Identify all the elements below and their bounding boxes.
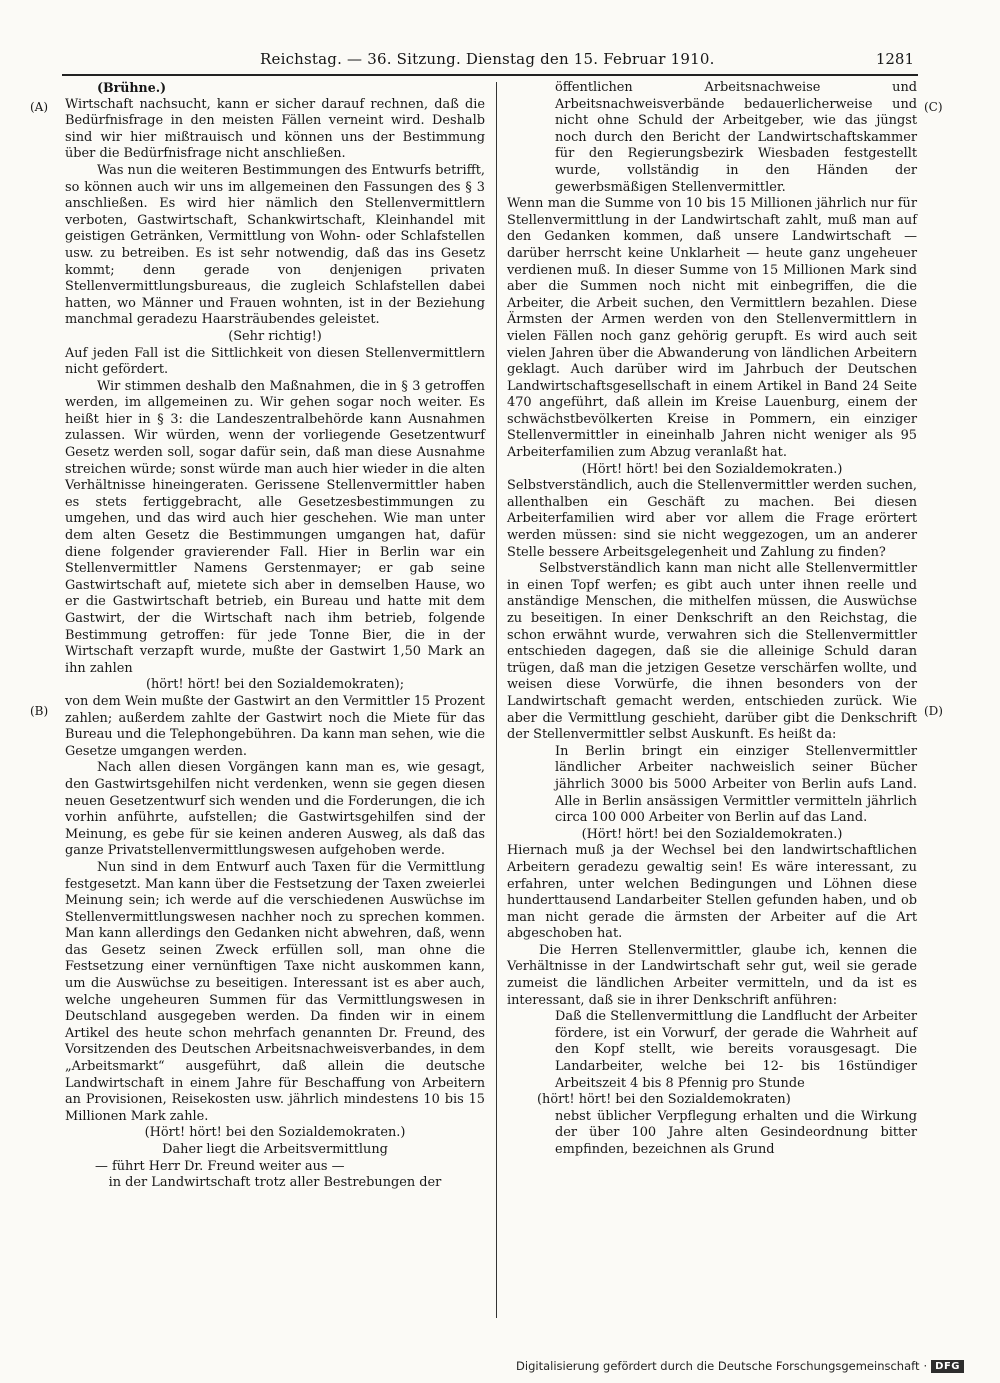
interjection: (Hört! hört! bei den Sozialdemokraten.)	[581, 461, 843, 477]
column-divider	[496, 82, 497, 1318]
footer: Digitalisierung gefördert durch die Deutsche Forschungsgemeinschaft · DFG	[516, 1357, 964, 1375]
left-column	[65, 80, 485, 1192]
interjection: (Hört! hört! bei den Sozialdemokraten.)	[144, 1125, 406, 1141]
quotation: öffentlichen Arbeitsnachweise und Arbeitsnachweisverbände bedauerlicherweise und nicht ohne Schuld der Arbeitgeber, wie das jüngst noch durch den Bericht der Landwirtschaftskammer für den Regierungsbezirk Wiesbaden festgestellt wurde, vollständig in den Händen der gewerbsmäßigen Stellenvermittler.	[555, 80, 917, 195]
page-number: 1281	[875, 50, 914, 68]
paragraph: Nun sind in dem Entwurf auch Taxen für die Vermittlung festgesetzt. Man kann über die Festsetzung der Taxen zweierlei Meinung sein; ich werde auf die verschiedenen Auswüchse im Stellenvermittlungswesen nachher noch zu sprechen kommen. Man kann allerdings den Gedanken nicht abwehren, daß, wenn das Gesetz seinen Zweck erfüllen soll, man ohne die Festsetzung einer vernünftigen Taxe nicht auskommen kann, um die Auswüchse zu beseitigen. Interessant ist es aber auch, welche ungeheuren Summen für das Vermittlungswesen in Deutschland ausgegeben werden. Da finden wir in einem Artikel des heute schon mehrfach genannten Dr. Freund, des Vorsitzenden des Deutschen Arbeitsnachweisverbandes, in dem „Arbeitsmarkt“ ausgeführt, daß allein die deutsche Landwirtschaft in einem Jahre für Beschaffung von Arbeitern an Provisionen, Reisekosten usw. jährlich mindestens 10 bis 15 Millionen Mark zahle.	[65, 859, 485, 1124]
quotation: In Berlin bringt ein einziger Stellenvermittler ländlicher Arbeiter nachweislich seiner Bücher jährlich 3000 bis 5000 Arbeiter von Berlin aufs Land. Alle in Berlin ansässigen Vermittler vermitteln jährlich circa 100 000 Arbeiter von Berlin auf das Land.	[555, 743, 917, 826]
dfg-logo-icon: DFG	[931, 1360, 964, 1373]
paragraph: Wirtschaft nachsucht, kann er sicher darauf rechnen, daß die Bedürfnisfrage in den meisten Fällen verneint wird. Deshalb sind wir hier mißtrauisch und können uns der Bestimmung über die Bedürfnisfrage nicht anschließen.	[65, 96, 485, 162]
aside: (hört! hört! bei den Sozialdemokraten)	[537, 1092, 791, 1108]
speaker-name: (Brühne.)	[97, 80, 167, 95]
aside: — führt Herr Dr. Freund weiter aus —	[95, 1158, 345, 1174]
interjection: Daher liegt die Arbeitsvermittlung	[162, 1142, 388, 1157]
interjection: (hört! hört! bei den Sozialdemokraten);	[145, 677, 405, 693]
interjection: (Sehr richtig!)	[228, 328, 322, 344]
margin-marker-a: (A)	[30, 100, 49, 114]
paragraph: Selbstverständlich, auch die Stellenvermittler werden suchen, allenthalben ein Geschäft zu machen. Bei diesen Arbeiterfamilien wird aber vor allem die Frage erörtert werden müssen: sind sie nicht weggezogen, um an anderer Stelle bessere Arbeitsgelegenheit und Zahlung zu finden?	[507, 478, 917, 560]
paragraph: Nach allen diesen Vorgängen kann man es, wie gesagt, den Gastwirtsgehilfen nicht verdenken, wenn sie gegen diesen neuen Gesetzentwurf sich wenden und die Forderungen, die ich vorhin anführte, aufstellen; die Gastwirtsgehilfen sind der Meinung, es gebe für sie keinen anderen Ausweg, als daß das ganze Privatstellenvermittlungswesen aufgehoben werde.	[65, 760, 485, 859]
paragraph: Hiernach muß ja der Wechsel bei den landwirtschaftlichen Arbeitern geradezu gewaltig sein! Es wäre interessant, zu erfahren, unter welchen Bedingungen und Löhnen diese hunderttausend Landarbeiter Stellen gefunden haben, und ob man nicht gerade die ärmsten der Arbeiter auf die Art abgeschoben hat.	[507, 843, 917, 942]
margin-marker-c: (C)	[924, 100, 943, 114]
quotation: nebst üblicher Verpflegung erhalten und die Wirkung der über 100 Jahre alten Gesindeordnung bitter empfinden, bezeichnen als Grund	[555, 1108, 917, 1157]
paragraph: Auf jeden Fall ist die Sittlichkeit von diesen Stellenvermittlern nicht gefördert.	[65, 345, 485, 378]
paragraph: Die Herren Stellenvermittler, glaube ich, kennen die Verhältnisse in der Landwirtschaft sehr gut, weil sie gerade zumeist die ländlichen Arbeiter vermitteln, und da ist es interessant, daß sie in ihrer Denkschrift anführen:	[507, 942, 917, 1008]
interjection: (Hört! hört! bei den Sozialdemokraten.)	[581, 826, 843, 842]
right-column	[507, 80, 917, 1159]
page-header	[60, 48, 920, 72]
paragraph: Was nun die weiteren Bestimmungen des Entwurfs betrifft, so können auch wir uns im allgemeinen den Fassungen des § 3 anschließen. Es wird hier nämlich den Stellenvermittlern verboten, Gastwirtschaft, Schankwirtschaft, Kleinhandel mit geistigen Getränken, Vermittlung von Wohn- oder Schlafstellen usw. zu betreiben. Es ist sehr notwendig, daß das ins Gesetz kommt; denn gerade von denjenigen privaten Stellenvermittlungsbureaus, die zugleich Schlafstellen dabei hatten, wo Männer und Frauen wohnten, ist in der Beziehung manchmal geradezu Haarsträubendes geleistet.	[65, 162, 486, 328]
header-rule	[62, 74, 918, 76]
quotation: Daß die Stellenvermittlung die Landflucht der Arbeiter fördere, ist ein Vorwurf, der gerade die Wahrheit auf den Kopf stellt, wie bereits vorausgesagt. Die Landarbeiter, welche bei 12- bis 16stündiger Arbeitszeit 4 bis 8 Pfennig pro Stunde	[555, 1009, 917, 1091]
interjection: in der Landwirtschaft trotz aller Bestrebungen der	[108, 1175, 442, 1191]
paragraph: von dem Wein mußte der Gastwirt an den Vermittler 15 Prozent zahlen; außerdem zahlte der Gastwirt noch die Miete für das Bureau und die Telephongebühren. Da kann man sehen, wie die Gesetze umgangen werden.	[65, 693, 485, 759]
paragraph: Selbstverständlich kann man nicht alle Stellenvermittler in einen Topf werfen; es gibt auch unter ihnen reelle und anständige Menschen, die mithelfen müssen, die Auswüchse zu beseitigen. In einer Denkschrift an den Reichstag, die schon erwähnt wurde, verwahren sich die Stellenvermittler entschieden dagegen, daß sie die alleinige Schuld daran trügen, daß man die jetzigen Gesetze verschärfen wollte, und weisen diese Vorwürfe, die ihnen besonders von der Landwirtschaft gemacht werden, entschieden zurück. Wie aber die Vermittlung geschieht, darüber gibt die Denkschrift der Stellenvermittler selbst Auskunft. Es heißt da:	[507, 561, 917, 743]
footer-credit: Digitalisierung gefördert durch die Deutsche Forschungsgemeinschaft	[516, 1359, 920, 1373]
margin-marker-b: (B)	[30, 704, 49, 718]
page-title: Reichstag. — 36. Sitzung. Dienstag den 15. Februar 1910.	[260, 50, 715, 68]
paragraph: Wenn man die Summe von 10 bis 15 Millionen jährlich nur für Stellenvermittlung in der Landwirtschaft zahlt, muß man auf den Gedanken kommen, daß unsere Landwirtschaft — darüber herrscht keine Unklarheit — heute ganz ungeheuer verdienen muß. In dieser Summe von 15 Millionen Mark sind aber die Summen noch nicht mit einbegriffen, die die Arbeiter, die Arbeit suchen, den Vermittlern bezahlen. Diese Ärmsten der Armen werden von den Stellenvermittlern in vielen Fällen noch ganz gehörig gerupft. Es wird auch seit vielen Jahren über die Abwanderung von ländlichen Arbeitern geklagt. Auch darüber wird im Jahrbuch der Deutschen Landwirtschaftsgesellschaft in einem Artikel in Band 24 Seite 470 angeführt, daß allein im Kreise Lauenburg, einem der schwächstbevölkerten Kreise in Pommern, ein einziger Stellenvermittler in eineinhalb Jahren nicht weniger als 95 Arbeiterfamilien zum Abzug veranlaßt hat.	[507, 196, 917, 461]
margin-marker-d: (D)	[924, 704, 943, 718]
paragraph: Wir stimmen deshalb den Maßnahmen, die in § 3 getroffen werden, im allgemeinen zu. Wir gehen sogar noch weiter. Es heißt hier in § 3: die Landeszentralbehörde kann Ausnahmen zulassen. Wir würden, wenn der vorliegende Gesetzentwurf Gesetz werden soll, sogar dafür sein, daß man diese Ausnahme streichen würde; sonst würde man auch hier wieder in die alten Verhältnisse hineingeraten. Gerissene Stellenvermittler haben es stets fertiggebracht, alle Gesetzesbestimmungen zu umgehen, und das wird auch hier geschehen. Wie man unter dem alten Gesetz die Bestimmungen umgangen hat, dafür diene folgender gravierender Fall. Hier in Berlin war ein Stellenvermittler Namens Gerstenmayer; er gab seine Gastwirtschaft auf, mietete sich aber in demselben Hause, wo er die Gastwirtschaft betrieb, ein Bureau und hatte mit dem Gastwirt, der die Wirtschaft nach ihm betrieb, folgende Bestimmung getroffen: für jede Tonne Bier, die in der Wirtschaft verzapft wurde, mußte der Gastwirt 1,50 Mark an ihn zahlen	[65, 378, 485, 676]
